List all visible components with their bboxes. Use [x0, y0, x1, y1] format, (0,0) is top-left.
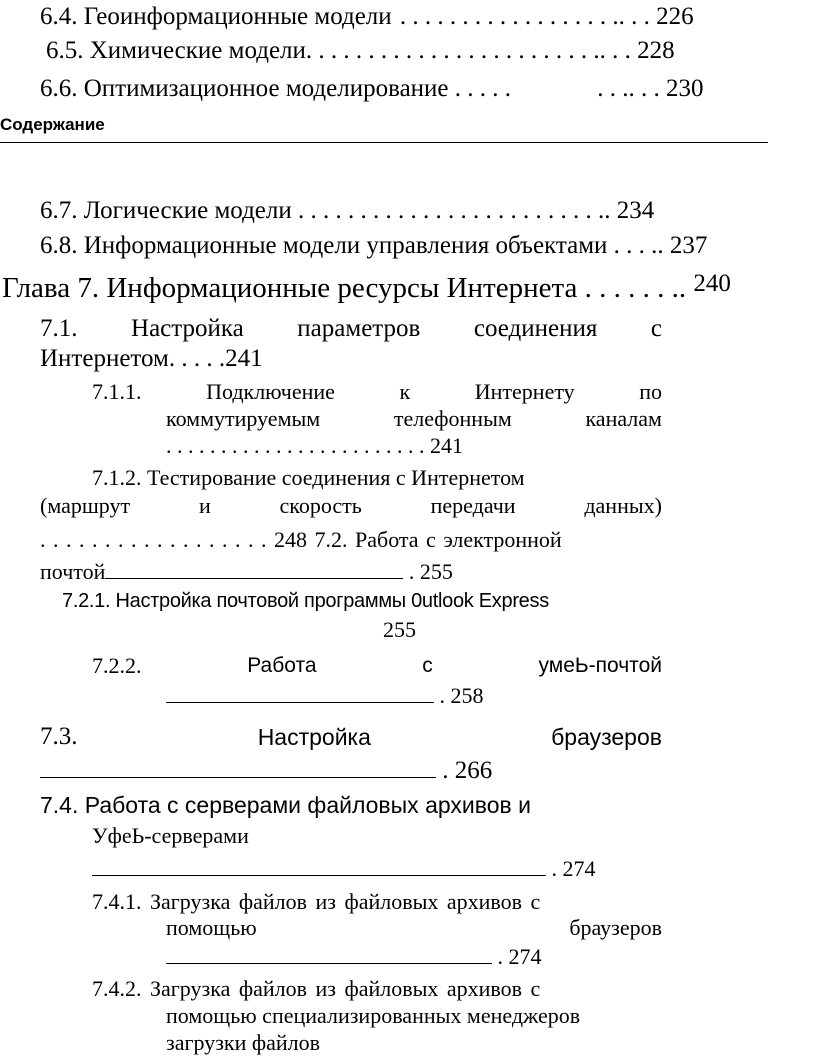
toc-entry-7-4-2: 7.4.2. Загрузка файлов из файловых архивов с	[92, 976, 541, 1001]
toc-leader-line	[105, 578, 403, 579]
toc-word: с	[650, 315, 662, 342]
toc-entry-7-4-1: 7.4.1. Загрузка файлов из файловых архивов с	[92, 889, 541, 914]
toc-word: данных)	[584, 493, 662, 518]
toc-entry-7-1-cont: Интернетом. . . . .241	[40, 345, 263, 372]
toc-entry-7-2-1: 7.2.1. Настройка почтовой программы 0utlook Express	[62, 590, 549, 612]
toc-entry-7-2-2-page	[166, 682, 484, 709]
toc-word: Интернету	[474, 379, 575, 404]
toc-entry-7-3	[40, 722, 662, 752]
toc-entry-text: 6.5. Химические модели.	[46, 37, 313, 64]
toc-page-number: . 266	[442, 757, 493, 784]
toc-leader-line	[166, 702, 434, 703]
toc-word: с	[422, 654, 433, 677]
toc-leader-dots: . . . . .	[454, 75, 512, 102]
toc-entry-7-4-cont: УфеЬ-серверами	[92, 823, 249, 848]
toc-entry-7-2-cont	[40, 558, 453, 585]
toc-entry-7-2-2	[92, 652, 662, 679]
toc-word: Подключение	[206, 379, 335, 404]
toc-entry-text: 6.8. Информационные модели управления объектами	[40, 232, 608, 259]
toc-page-number: 226	[656, 3, 694, 30]
toc-word: передачи	[430, 493, 516, 518]
toc-leader-dots: . . .. . .	[597, 75, 660, 102]
toc-leader-dots: . . . . . . ..	[584, 272, 687, 304]
toc-entry-6-5	[46, 36, 675, 66]
toc-entry-7-4-page	[92, 855, 596, 882]
toc-entry-7-1-2: 7.1.2. Тестирование соединения с Интернетом	[92, 465, 525, 490]
toc-word: браузеров	[569, 915, 662, 940]
toc-word: скорость	[279, 493, 362, 518]
toc-word: Настройка	[257, 724, 371, 750]
toc-entry-7-4-2-cont2: загрузки файлов	[166, 1030, 320, 1055]
toc-leader-dots: . . . . . . . . . . . . . . . . . . . . . . . . ..	[298, 197, 611, 224]
toc-page-number: 234	[616, 197, 655, 224]
toc-leader-line	[166, 963, 492, 964]
toc-page-number: . 274	[497, 944, 542, 969]
toc-entry-7-4-1-cont	[166, 914, 662, 941]
toc-page-number: . 255	[408, 559, 453, 584]
toc-word: коммутируемым	[166, 406, 321, 431]
running-header-title: Содержание	[0, 115, 105, 134]
toc-word: к	[399, 379, 411, 404]
toc-word: телефонным	[393, 406, 512, 431]
toc-entry-text: 6.6. Оптимизационное моделирование	[40, 75, 449, 102]
toc-word: 7.1.1.	[92, 379, 142, 404]
toc-entry-text: Глава 7. Информационные ресурсы Интернета	[2, 272, 578, 304]
toc-word: 7.1.	[40, 315, 78, 342]
toc-chapter-7	[2, 271, 731, 307]
toc-entry-text: почтой	[40, 559, 106, 584]
toc-page-number: 230	[666, 75, 704, 102]
toc-entry-6-8	[40, 231, 707, 261]
toc-entry-7-4: 7.4. Работа с серверами файловых архивов и	[40, 792, 531, 818]
toc-word: 7.3.	[40, 723, 78, 750]
toc-entry-6-7	[40, 196, 654, 226]
toc-page-number: . 258	[439, 683, 484, 708]
toc-leader-line	[40, 777, 436, 778]
toc-entry-7-1-1	[92, 378, 662, 405]
toc-page-number: 240	[693, 270, 731, 297]
toc-entry-7-4-1-page	[166, 943, 542, 970]
toc-entry-6-6	[40, 74, 704, 104]
toc-entry-6-4	[40, 2, 694, 32]
toc-entry-7-3-page	[40, 756, 492, 786]
toc-entry-7-2-1-page: 255	[383, 617, 416, 642]
toc-word: умеЬ-почтой	[538, 654, 662, 677]
toc-entry-7-4-2-cont: помощью специализированных менеджеров	[166, 1003, 581, 1028]
toc-leader-dots: . . . ..	[613, 232, 664, 259]
toc-page-number: 237	[669, 232, 708, 259]
toc-word: каналам	[585, 406, 662, 431]
toc-leader-dots: . . . . . . . . . . . . . . . . . . . . . . .. . .	[318, 37, 631, 64]
toc-entry-7-1	[40, 314, 662, 344]
toc-entry-7-1-2-page: . . . . . . . . . . . . . . . . . . 248 7.2. Работа с электронной	[40, 527, 562, 552]
toc-word: помощью	[166, 915, 257, 940]
toc-entry-7-1-1-cont	[166, 405, 662, 432]
toc-word: параметров	[297, 315, 421, 342]
toc-page-number: . 274	[551, 856, 596, 881]
toc-word: Работа	[247, 654, 317, 677]
toc-leader-dots: . . . . . . . . . . . . . . . . . .. . .	[399, 3, 650, 30]
toc-entry-7-1-1-page: . . . . . . . . . . . . . . . . . . . . . . . . 241	[166, 433, 463, 458]
toc-word: Настройка	[131, 315, 244, 342]
toc-word: по	[639, 379, 662, 404]
toc-entry-text: 6.4. Геоинформационные модели	[40, 3, 392, 30]
toc-page-number: 228	[637, 37, 675, 64]
toc-word: соединения	[473, 315, 598, 342]
toc-entry-7-1-2-cont	[40, 492, 662, 519]
toc-word: (маршрут	[40, 493, 131, 518]
toc-word: браузеров	[551, 724, 662, 750]
toc-word: и	[198, 493, 211, 518]
header-rule	[0, 142, 768, 143]
toc-word: 7.2.2.	[92, 653, 142, 678]
toc-entry-text: 6.7. Логические модели	[40, 197, 292, 224]
toc-leader-line	[92, 875, 546, 876]
